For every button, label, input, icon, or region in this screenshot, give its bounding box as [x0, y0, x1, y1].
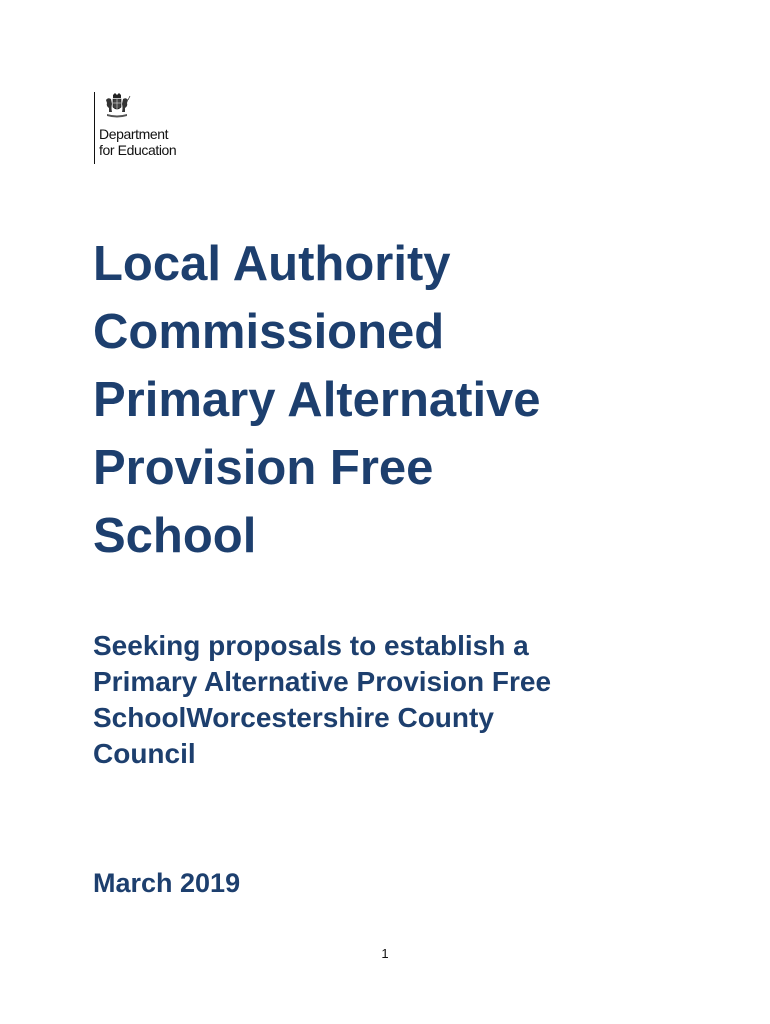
- title-line: Local Authority: [93, 237, 451, 291]
- subtitle-line: Council: [93, 738, 196, 769]
- title-line: School: [93, 509, 257, 563]
- document-title: [93, 230, 733, 570]
- document-subtitle: [93, 628, 733, 772]
- logo-line-for-education: for Education: [99, 142, 177, 158]
- logo-divider: [94, 92, 95, 164]
- title-line: Primary Alternative: [93, 373, 541, 427]
- logo-text: [99, 126, 176, 158]
- subtitle-line: Primary Alternative Provision Free: [93, 666, 552, 697]
- subtitle-line: SchoolWorcestershire County: [93, 702, 494, 733]
- logo-body: [98, 92, 176, 164]
- department-for-education-logo: [94, 92, 184, 164]
- logo-line-department: Department: [99, 126, 169, 142]
- page-number: 1: [381, 946, 389, 961]
- subtitle-line: Seeking proposals to establish a: [93, 630, 529, 661]
- royal-coat-of-arms-icon: [102, 92, 132, 120]
- title-line: Provision Free: [93, 441, 434, 495]
- publication-date: March 2019: [93, 868, 241, 898]
- title-line: Commissioned: [93, 305, 445, 359]
